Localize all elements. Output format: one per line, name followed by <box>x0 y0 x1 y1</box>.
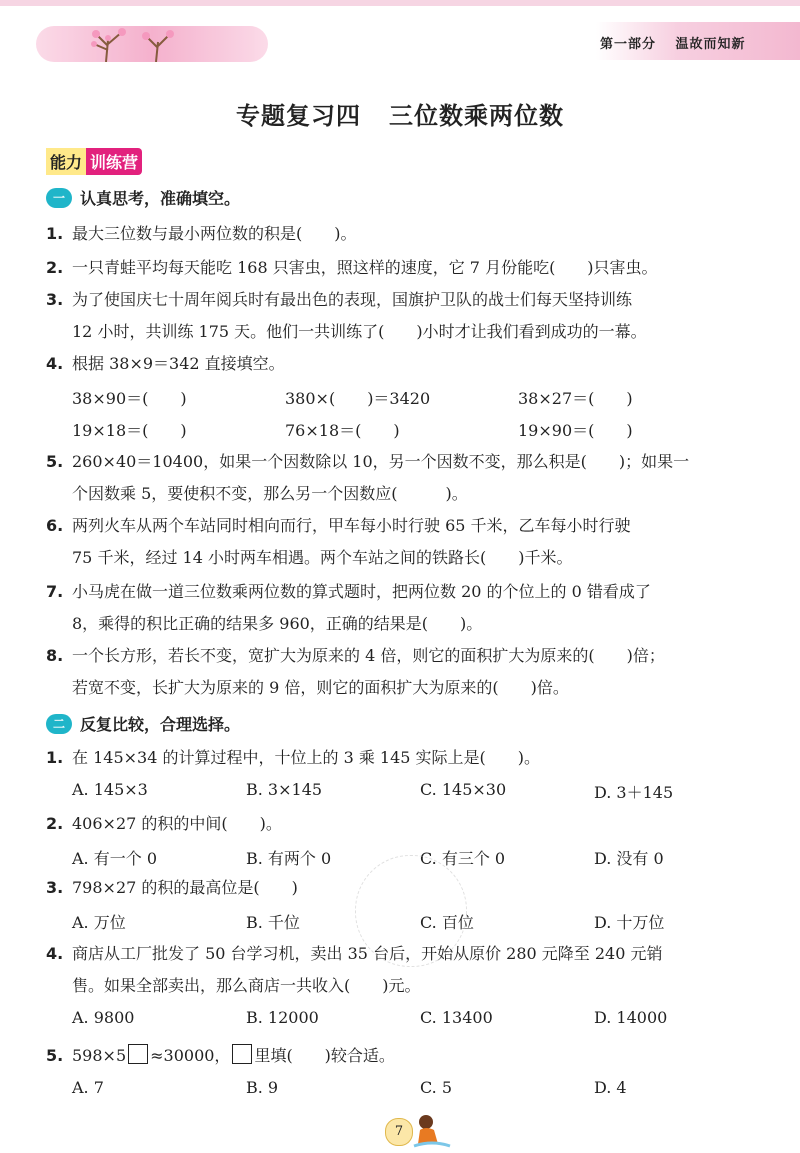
q4-item: 380×( )＝3420 <box>285 389 431 408</box>
blank-box <box>232 1044 252 1064</box>
choice-option: D. 14000 <box>594 1008 668 1027</box>
choice-option: C. 5 <box>420 1078 453 1097</box>
choice-option: A. 7 <box>72 1078 104 1097</box>
page-number: 7 <box>385 1118 413 1146</box>
choice-option: C. 百位 <box>420 913 474 932</box>
title-left: 专题复习四 <box>236 102 361 130</box>
q4-item: 38×90＝( ) <box>72 389 187 408</box>
watermark-stamp <box>355 855 467 967</box>
theme-label: 温故而知新 <box>675 37 746 52</box>
choice-option: D. 十万位 <box>594 913 665 932</box>
choice-question: 4. 商店从工厂批发了 50 台学习机，卖出 35 台后，开始从原价 280 元降至 240 元销 <box>46 944 663 963</box>
choice-option: C. 145×30 <box>420 780 507 799</box>
choice-option: B. 千位 <box>246 913 300 932</box>
choice-option: C. 有三个 0 <box>420 849 506 868</box>
choice-question: 5. 598×5 ≈30000， 里填( )较合适。 <box>46 1046 395 1065</box>
choice-option: A. 145×3 <box>72 780 148 799</box>
q4-item: 19×90＝( ) <box>518 421 633 440</box>
question-line: 个因数乘 5，要使积不变，那么另一个因数应( )。 <box>72 484 468 503</box>
title-right: 三位数乘两位数 <box>389 102 564 130</box>
ability-badge <box>46 148 142 174</box>
page-title <box>0 96 800 131</box>
question-line: 4. 根据 38×9＝342 直接填空。 <box>46 354 285 373</box>
choice-question: 2. 406×27 的积的中间( )。 <box>46 814 282 833</box>
cherry-blossom-banner <box>36 26 268 62</box>
header-section-label <box>600 33 760 52</box>
choice-option: A. 9800 <box>72 1008 135 1027</box>
question-line: 75 千米，经过 14 小时两车相遇。两个车站之间的铁路长( )千米。 <box>72 548 573 567</box>
question-line: 3. 为了使国庆七十周年阅兵时有最出色的表现，国旗护卫队的战士们每天坚持训练 <box>46 290 633 309</box>
badge-part-b: 训练营 <box>86 148 142 175</box>
tree-icon <box>36 26 268 62</box>
badge-part-a: 能力 <box>46 148 86 175</box>
question-line: 若宽不变，长扩大为原来的 9 倍，则它的面积扩大为原来的( )倍。 <box>72 678 569 697</box>
part-label: 第一部分 <box>600 37 657 52</box>
choice-option: B. 3×145 <box>246 780 323 799</box>
choice-option: B. 12000 <box>246 1008 319 1027</box>
question-line: 1. 最大三位数与最小两位数的积是( )。 <box>46 224 357 243</box>
mascot-icon <box>412 1112 452 1148</box>
choice-option: A. 万位 <box>72 913 126 932</box>
choice-option: C. 13400 <box>420 1008 493 1027</box>
question-line: 7. 小马虎在做一道三位数乘两位数的算式题时，把两位数 20 的个位上的 0 错看成了 <box>46 582 651 601</box>
question-line: 6. 两列火车从两个车站同时相向而行，甲车每小时行驶 65 千米，乙车每小时行驶 <box>46 516 631 535</box>
question-line: 8. 一个长方形，若长不变，宽扩大为原来的 4 倍，则它的面积扩大为原来的( )倍； <box>46 646 665 665</box>
top-band <box>0 0 800 6</box>
question-line: 5. 260×40＝10400，如果一个因数除以 10，另一个因数不变，那么积是( )；如果一 <box>46 452 690 471</box>
question-line: 12 小时，共训练 175 天。他们一共训练了( )小时才让我们看到成功的一幕。 <box>72 322 647 341</box>
section2-heading <box>46 712 240 735</box>
choice-option: B. 有两个 0 <box>246 849 332 868</box>
choice-option: B. 9 <box>246 1078 279 1097</box>
section-number-icon: 一 <box>46 188 72 208</box>
choice-question: 1. 在 145×34 的计算过程中，十位上的 3 乘 145 实际上是( )。 <box>46 748 541 767</box>
choice-option: D. 没有 0 <box>594 849 664 868</box>
q4-item: 38×27＝( ) <box>518 389 633 408</box>
choice-option: D. 3＋145 <box>594 783 674 802</box>
section1-heading <box>46 186 240 209</box>
choice-question-continued: 售。如果全部卖出，那么商店一共收入( )元。 <box>72 976 421 995</box>
section2-title: 反复比较，合理选择。 <box>80 715 241 734</box>
choice-question: 3. 798×27 的积的最高位是( ) <box>46 878 298 897</box>
q4-item: 19×18＝( ) <box>72 421 187 440</box>
choice-option: A. 有一个 0 <box>72 849 157 868</box>
section-number-icon: 二 <box>46 714 72 734</box>
question-line: 2. 一只青蛙平均每天能吃 168 只害虫，照这样的速度，它 7 月份能吃( )只害虫。 <box>46 258 658 277</box>
blank-box <box>128 1044 148 1064</box>
choice-option: D. 4 <box>594 1078 627 1097</box>
question-line: 8，乘得的积比正确的结果多 960，正确的结果是( )。 <box>72 614 483 633</box>
section1-title: 认真思考，准确填空。 <box>80 189 241 208</box>
q4-item: 76×18＝( ) <box>285 421 400 440</box>
